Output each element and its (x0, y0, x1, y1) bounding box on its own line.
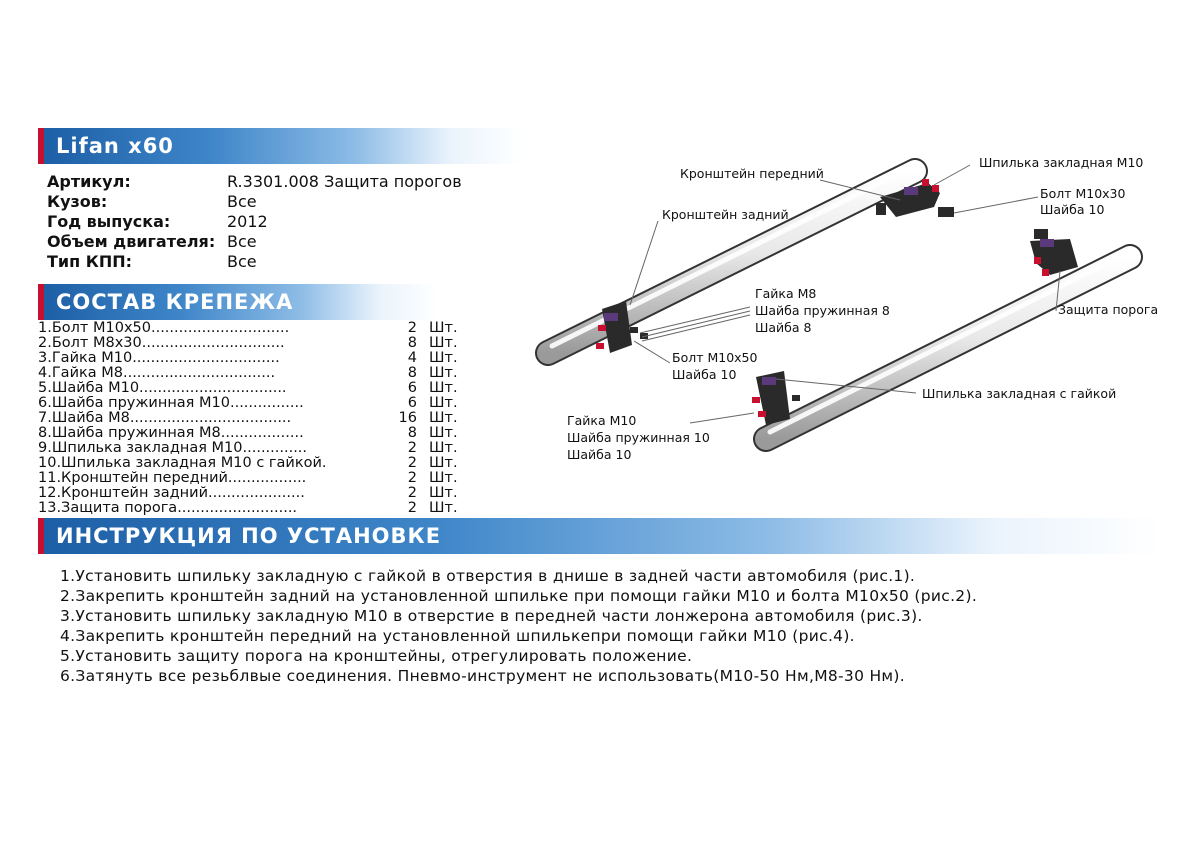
callout-nut-m8: Гайка М8 (755, 286, 817, 301)
spec-value: R.3301.008 Защита порогов (227, 172, 462, 191)
callout-spring-washer-8: Шайба пружинная 8 (755, 303, 890, 318)
kit-item-name: 4.Гайка М8................................. (38, 366, 276, 381)
list-item (38, 441, 479, 456)
kit-item-qty: 4 (407, 350, 417, 366)
callout-spring-washer-10: Шайба пружинная 10 (567, 430, 710, 445)
list-item (38, 351, 479, 366)
kit-item-name: 5.Шайба М10................................ (38, 381, 287, 396)
kit-item-qty: 2 (407, 500, 417, 516)
kit-title: СОСТАВ КРЕПЕЖА (56, 290, 294, 314)
list-item (38, 366, 479, 381)
spec-label: Год выпуска: (47, 212, 171, 231)
instruction-step: 2.Закрепить кронштейн задний на установленной шпильке при помощи гайки М10 и болта М10х50 (рис.2). (60, 587, 978, 605)
kit-item-qty: 2 (407, 485, 417, 501)
kit-item-unit: Шт. (429, 485, 458, 501)
kit-item-qty: 8 (407, 335, 417, 351)
kit-item-unit: Шт. (429, 335, 458, 351)
instruction-step: 3.Установить шпильку закладную М10 в отверстие в передней части лонжерона автомобиля (рис.3). (60, 607, 923, 625)
spec-row (47, 232, 462, 252)
list-item (38, 426, 479, 441)
kit-title-banner (38, 284, 438, 320)
callout-rear-bracket: Кронштейн задний (662, 207, 789, 222)
kit-item-unit: Шт. (429, 365, 458, 381)
list-item (38, 381, 479, 396)
kit-item-unit: Шт. (429, 350, 458, 366)
kit-item-unit: Шт. (429, 380, 458, 396)
kit-item-unit: Шт. (429, 395, 458, 411)
spec-table (47, 172, 462, 272)
assembly-diagram (530, 145, 1190, 475)
kit-list (38, 321, 479, 516)
callout-front-bracket: Кронштейн передний (680, 166, 824, 181)
kit-item-unit: Шт. (429, 410, 458, 426)
spec-value: Все (227, 252, 257, 271)
kit-item-qty: 8 (407, 425, 417, 441)
instruction-step: 4.Закрепить кронштейн передний на установленной шпилькепри помощи гайки М10 (рис.4). (60, 627, 855, 645)
kit-item-unit: Шт. (429, 440, 458, 456)
kit-item-name: 7.Шайба М8................................... (38, 411, 292, 426)
kit-item-name: 13.Защита порога.......................... (38, 501, 298, 516)
callout-stud-with-nut: Шпилька закладная с гайкой (922, 386, 1117, 401)
kit-item-unit: Шт. (429, 455, 458, 471)
kit-item-name: 11.Кронштейн передний................. (38, 471, 307, 486)
kit-item-name: 12.Кронштейн задний..................... (38, 486, 305, 501)
list-item (38, 411, 479, 426)
kit-item-name: 9.Шпилька закладная М10.............. (38, 441, 308, 456)
kit-item-name: 1.Болт М10х50.............................. (38, 321, 290, 336)
kit-item-qty: 2 (407, 440, 417, 456)
kit-item-unit: Шт. (429, 425, 458, 441)
callout-bolt-m10x50: Болт М10х50 (672, 350, 758, 365)
instruction-step: 1.Установить шпильку закладную с гайкой в отверстия в днише в задней части автомобиля (рис.1). (60, 567, 916, 585)
spec-row (47, 252, 462, 272)
kit-item-qty: 2 (407, 320, 417, 336)
kit-item-name: 2.Болт М8х30............................... (38, 336, 285, 351)
callout-nut-m10: Гайка М10 (567, 413, 637, 428)
list-item (38, 486, 479, 501)
kit-item-name: 6.Шайба пружинная М10................ (38, 396, 304, 411)
callout-washer-10-a: Шайба 10 (1040, 202, 1105, 217)
spec-value: Все (227, 232, 257, 251)
kit-item-qty: 8 (407, 365, 417, 381)
kit-item-qty: 16 (398, 410, 417, 426)
spec-label: Кузов: (47, 192, 108, 211)
kit-item-name: 3.Гайка М10................................ (38, 351, 280, 366)
kit-item-unit: Шт. (429, 470, 458, 486)
callout-washer-8: Шайба 8 (755, 320, 812, 335)
instructions-list (60, 566, 977, 686)
kit-item-qty: 2 (407, 470, 417, 486)
list-item (38, 321, 479, 336)
list-item (38, 396, 479, 411)
kit-item-qty: 6 (407, 395, 417, 411)
callout-washer-10-c: Шайба 10 (567, 447, 632, 462)
spec-row (47, 192, 462, 212)
list-item (38, 336, 479, 351)
kit-item-unit: Шт. (429, 320, 458, 336)
spec-label: Тип КПП: (47, 252, 133, 271)
instructions-title: ИНСТРУКЦИЯ ПО УСТАНОВКЕ (56, 524, 442, 548)
kit-item-name: 10.Шпилька закладная М10 с гайкой. (38, 456, 327, 471)
front-bracket-lower (1030, 229, 1078, 276)
model-title-banner (38, 128, 522, 164)
spec-value: 2012 (227, 212, 268, 231)
sill-guard-lower-tube (766, 253, 1130, 439)
instruction-step: 6.Затянуть все резьблвые соединения. Пневмо-инструмент не использовать(М10-50 Нм,М8-30 Нм). (60, 667, 905, 685)
spec-label: Объем двигателя: (47, 232, 216, 251)
callout-washer-10-b: Шайба 10 (672, 367, 737, 382)
model-title: Lifan x60 (56, 134, 174, 158)
kit-item-unit: Шт. (429, 500, 458, 516)
kit-item-qty: 2 (407, 455, 417, 471)
list-item (38, 456, 479, 471)
kit-item-name: 8.Шайба пружинная М8.................. (38, 426, 304, 441)
list-item (38, 471, 479, 486)
kit-item-qty: 6 (407, 380, 417, 396)
callout-sill-guard: Защита порога (1058, 302, 1159, 317)
instruction-step: 5.Установить защиту порога на кронштейны, отрегулировать положение. (60, 647, 693, 665)
list-item (38, 501, 479, 516)
callout-embedded-stud: Шпилька закладная М10 (979, 155, 1144, 170)
instructions-title-banner (38, 518, 1160, 554)
spec-row (47, 172, 462, 192)
spec-value: Все (227, 192, 257, 211)
callout-bolt-m10x30: Болт М10х30 (1040, 186, 1126, 201)
spec-label: Артикул: (47, 172, 131, 191)
spec-row (47, 212, 462, 232)
